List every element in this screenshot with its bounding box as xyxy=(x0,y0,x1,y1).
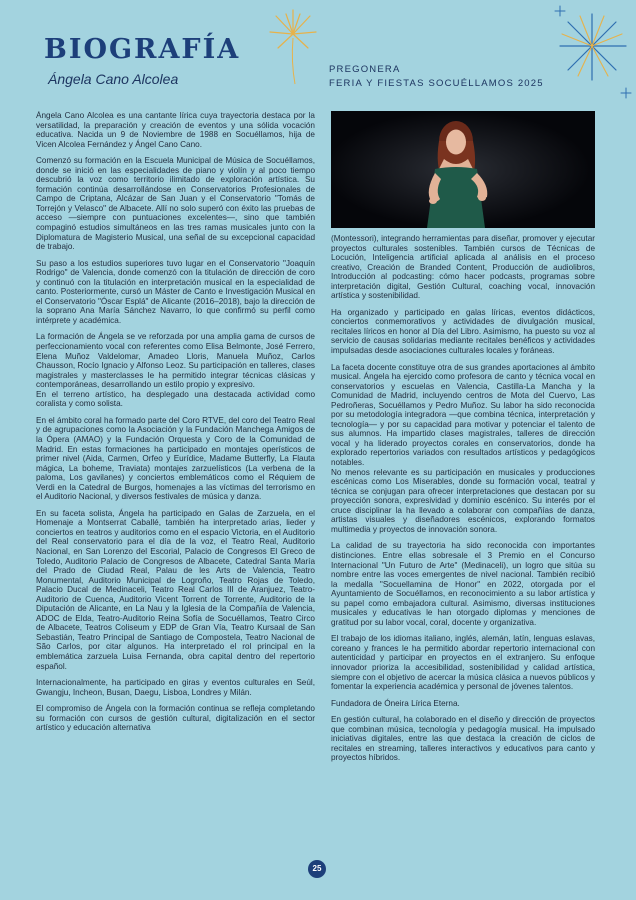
event-label-event: FERIA Y FIESTAS SOCUÉLLAMOS 2025 xyxy=(329,78,544,89)
paragraph: Comenzó su formación en la Escuela Municipal de Música de Socuéllamos, donde se inició en las especialidades de piano y violín y al poco tiempo descubrió la voz como territorio ilimitado de exploración artística. Su formación continúa desarrollándose en Conservatorios Profesionales de Campo de Criptana, Alcázar de San Juan y el Conservatorio "Tomás de Torrejón y Velasco" de Albacete. Allí no solo superó con éxito las pruebas de acceso —siempre con puntuaciones excelentes—, sino que también compaginó estudios simultáneos en las tres ramas musicales junto con la Diplomatura de Magisterio Musical, una señal de su excepcional capacidad de trabajo. xyxy=(36,156,315,252)
page-subtitle: Ángela Cano Alcolea xyxy=(48,71,179,87)
event-label-role: PREGONERA xyxy=(329,64,401,75)
paragraph: En gestión cultural, ha colaborado en el diseño y dirección de proyectos que combinan música, tecnología y pedagogía musical. Ha impulsado iniciativas digitales, entre las que destaca la creación de ciclos de recitales en streaming, talleres interactivos y educativos para canto y proyectos híbridos. xyxy=(331,715,595,763)
paragraph: En el terreno artístico, ha desplegado una destacada actividad como coralista y como solista. xyxy=(36,389,315,409)
paragraph: Internacionalmente, ha participado en giras y eventos culturales en Seúl, Gwangju, Incheon, Busan, Daegu, Lisboa, Londres y Milán. xyxy=(36,678,315,697)
singer-portrait-photo xyxy=(331,111,595,228)
paragraph: El compromiso de Ángela con la formación continua se refleja completando su formación con cursos de gestión cultural, digitalización en el sector artístico y educación alternativa xyxy=(36,704,315,733)
page-title: BIOGRAFÍA xyxy=(44,34,241,65)
paragraph: Su paso a los estudios superiores tuvo lugar en el Conservatorio "Joaquín Rodrigo" de Valencia, donde comenzó con la titulación de dirección de coro y continuó con la titulación en interpretación musical en la especialidad de canto. Posteriormente, cursó un Máster de Canto e Investigación Musical en el Conservatorio "Óscar Esplá" de Alicante (2016–2018), bajo la dirección de la soprano Ana María Sánchez Navarro, lo que confirmó su perfil como intérprete y académica. xyxy=(36,258,315,325)
paragraph: Ha organizado y participado en galas líricas, eventos didácticos, conciertos conmemorativos y actividades de divulgación musical, recitales líricos en honor al Día del Libro. Asimismo, ha puesto su voz al servicio de causas solidarias mediante recitales benéficos y actividades impulsadas desde asociaciones culturales locales y foráneas. xyxy=(331,307,595,356)
paragraph: En el ámbito coral ha formado parte del Coro RTVE, del coro del Teatro Real y de agrupaciones como la Asociación y la Fundación Manchega Amigos de la Ópera (AMAO) y la Fundación Orquesta y Coro de la Comunidad de Madrid. En estas formaciones ha participado en montajes operísticos de primer nivel (Aida, Carmen, Orfeo y Eurídice, Madame Butterfly, La Flauta mágica, La boheme, Traviata) montajes zarzuelísticos (La verbena de la paloma, Los gavilanes) y conciertos emblemáticos como el Réquiem de Verdi en la Catedral de Burgos, homenajes a las víctimas del terrorismo en el Auditorio Nacional, y diversos festivales de música y danza. xyxy=(36,415,315,502)
paragraph: Fundadora de Óneira Lírica Eterna. xyxy=(331,698,460,708)
paragraph: La faceta docente constituye otra de sus grandes aportaciones al ámbito musical. Ángela ha ejercido como profesora de canto y técnica vocal en conservatorios y escuelas en Valencia, Castilla-La Mancha y la Comunidad de Madrid, incluyendo centros de Mota del Cuervo, Las Pedroñeras, Socuéllamos y Pedro Muñoz. Su labor ha sido reconocida por su metodología integradora —que combina técnica, interpretación y tecnología— y por su capacidad para motivar y potenciar el talento de sus alumnos. Ha impartido clases magistrales, talleres de dirección vocal y ha liderado proyectos corales en conservatorios, donde ha explorado repertorios variados con resultados artísticos y pedagógicos notables. xyxy=(331,362,595,468)
paragraph: Ángela Cano Alcolea es una cantante lírica cuya trayectoria destaca por la versatilidad, la preparación y creación de eventos y una sólida vocación educativa. Nacida un 9 de Noviembre de 1988 en Socuéllamos, hija de Vicen Alcolea Fernández y Ángel Cano Cano. xyxy=(36,111,315,149)
firework-gold-icon xyxy=(262,4,324,86)
paragraph: El trabajo de los idiomas italiano, inglés, alemán, latín, lenguas eslavas, coreano y frances le ha permitido abordar repertorio internacional con autenticidad y participar en proyectos en el extranjero. Su enfoque innovador prioriza la accesibilidad, sostenibilidad y calidad artística, siempre con el objetivo de acercar la música clásica a nuevos públicos y fomentar la experiencia académica y personal de jóvenes talentos. xyxy=(331,634,595,692)
paragraph: No menos relevante es su participación en musicales y producciones escénicas como Los Miserables, donde su formación vocal, teatral y técnica se conjugan para ofrecer interpretaciones que destacan por su proyección sonora, expresividad y dominio escénico. Su interés por el cruce disciplinar la ha llevado a colaborar con compañías de danza, artistas visuales y diseñadores escénicos, explorando formatos multimedia y proyectos de innovación sonora. xyxy=(331,467,595,534)
page-number: 25 xyxy=(308,860,326,878)
left-column xyxy=(36,111,315,871)
paragraph: En su faceta solista, Ángela ha participado en Galas de Zarzuela, en el Homenaje a Montserrat Caballé, también ha interpretado arias, lieder y conciertos en teatros y auditorios como en el espacio Victoria, en el Auditorio del Real conservatorio para el día de la voz, el Teatro Real, Auditorio Nacional, en San Lorenzo del Escorial, Palacio de Congresos El Greco de Toledo, Auditorio Palacio de Congresos de Albacete, Catedral Santa María del Prado de Ciudad Real, Palau de les Arts de Valencia, Teatro Monumental, Auditorio Municipal de Logroño, Teatro Rojas de Toledo, Palacio Ducal de Medinaceli, Teatro Real Carlos III de Aranjuez, Teatro-Auditorio de Cuenca, Auditorio Vicent Torrent de Torrente, Auditorio de la Diputación de Alicante, en La Nau y la Iglesia de la Compañía de Valencia, ADOC de Elda, Teatro-Auditorio Reina Sofía de Socuéllamos, Teatro Circo de Albacete, Teatros Coliseum y EDP de Gran Vía, Teatro Kursaal de San Sebastián, Teatro Principal de Santiago de Compostela, Teatro Nacional de São Carlos, por citar algunos. Ha interpretado el rol principal en la emblemática zarzuela Luisa Fernanda, obra capital dentro del repertorio español. xyxy=(36,508,315,671)
right-column xyxy=(331,234,595,870)
firework-blue-icon xyxy=(548,2,636,106)
event-label xyxy=(329,63,544,91)
paragraph: La formación de Ángela se ve reforzada por una amplia gama de cursos de perfeccionamiento vocal con referentes como Elisa Belmonte, José Ferrero, Elena Muñoz Valdelomar, Amadeo Lloris, Manuela Muñoz, Carlos Chausson, Rocío Ignacio y Alfonso Leoz. Su participación en talleres, clases magistrales y masterclasses le ha permitido integrar técnicas clásicas y contemporáneas, desarrollando un estilo propio y expresivo. xyxy=(36,332,315,390)
paragraph: (Montessori), integrando herramientas para diseñar, promover y ejecutar proyectos culturales sostenibles. También cursos de Técnicas de Locución, Inteligencia artificial aplicada al análisis en el proceso creativo, Creación de Branded Content, Producción de audiolibros, Introducción al podcasting: cómo hacer podcasts, programas sobre interpretación digital, Gestión Cultural, coaching vocal, innovación artística y sostenibilidad. xyxy=(331,234,595,301)
paragraph: La calidad de su trayectoria ha sido reconocida con importantes distinciones. Entre ellas sobresale el 3 Premio en el Concurso Internacional "Un Futuro de Arte" (Medinaceli), un logro que sitúa su nombre entre las voces emergentes de nivel nacional. También recibió la medalla "Socuellamina de Honor" en 2022, otorgada por el Ayuntamiento de Socuéllamos, en reconocimiento a su labor artística y su papel como embajadora cultural. Asimismo, diversas instituciones musicales y educativas le han otorgado diplomas y menciones de gratitud por su labor vocal, coral, docente y organizativa. xyxy=(331,541,595,627)
